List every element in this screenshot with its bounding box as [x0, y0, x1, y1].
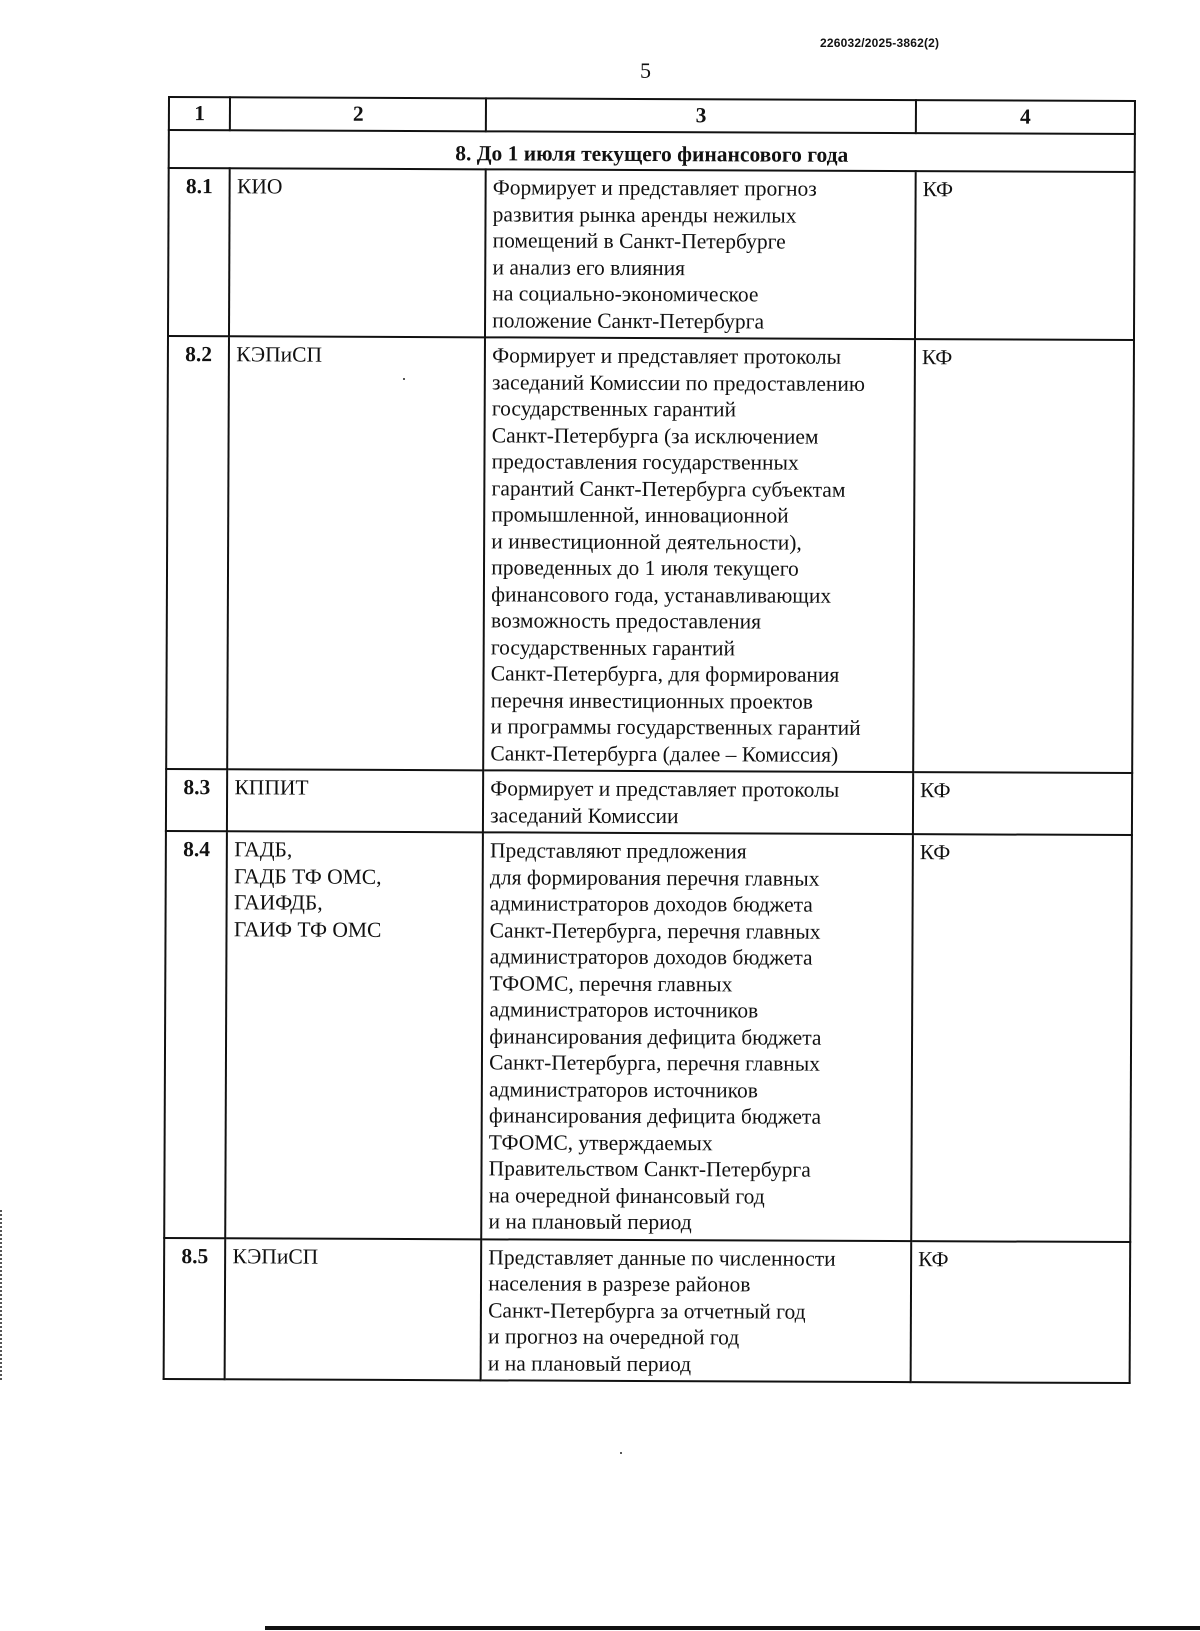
executor-line: КИО [236, 174, 283, 199]
action-line: на очередной финансовый год [488, 1182, 765, 1209]
scan-speck [403, 378, 405, 380]
document-id: 226032/2025-3862(2) [820, 36, 940, 50]
executor-cell [225, 1238, 481, 1381]
header-col-4: 4 [916, 100, 1135, 133]
action-line: ТФОМС, утверждаемых [488, 1129, 713, 1155]
action-line: положение Санкт-Петербурга [492, 307, 765, 333]
schedule-table [163, 96, 1136, 1384]
action-cell [481, 1239, 911, 1382]
action-line: проведенных до 1 июля текущего [491, 555, 799, 581]
action-line: и программы государственных гарантий [490, 714, 861, 740]
action-cell [483, 770, 913, 834]
action-line: финансового года, устанавливающих [491, 581, 832, 608]
scan-edge-mark [0, 1210, 5, 1380]
action-line: населения в разрезе районов [488, 1271, 751, 1297]
table-header-row [169, 97, 1135, 134]
action-line: администраторов доходов бюджета [489, 944, 813, 970]
executor-line: ГАДБ ТФ ОМС, [234, 863, 382, 889]
row-number: 8.2 [166, 336, 229, 769]
action-line: Санкт-Петербурга, перечня главных [489, 917, 821, 944]
action-line: Формирует и представляет прогноз [492, 175, 817, 201]
section-title: 8. До 1 июля текущего финансового года [169, 130, 1135, 173]
scan-speck [620, 1452, 622, 1454]
action-line: и прогноз на очередной год [487, 1324, 740, 1350]
executor-line: ГАИФ ТФ ОМС [233, 916, 382, 942]
executor-line: КЭПиСП [236, 342, 323, 367]
action-line: Санкт-Петербурга за отчетный год [488, 1297, 806, 1324]
executor-line: ГАИФДБ, [233, 890, 323, 915]
action-line: Санкт-Петербурга (за исключением [491, 422, 819, 449]
executor-cell [228, 336, 486, 770]
recipient-cell: КФ [911, 834, 1132, 1241]
action-line: финансирования дефицита бюджета [489, 1023, 822, 1050]
header-col-2: 2 [230, 97, 486, 131]
action-line: и анализ его влияния [492, 254, 686, 280]
action-line: Формирует и представляет протоколы [490, 776, 840, 802]
action-line: администраторов источников [488, 1076, 758, 1102]
action-line: заседаний Комиссии по предоставлению [491, 369, 866, 396]
executor-line: КППИТ [234, 775, 309, 800]
executor-cell [227, 769, 483, 832]
action-line: Представляет данные по численности [488, 1244, 836, 1271]
action-line: Представляют предложения [489, 838, 747, 864]
action-line: возможность предоставления [490, 608, 762, 634]
table-row [166, 336, 1134, 773]
table-row [166, 769, 1132, 835]
action-line: Формирует и представляет протоколы [492, 343, 842, 369]
table-body [164, 168, 1135, 1383]
executor-cell [226, 831, 484, 1239]
table-container [168, 96, 1136, 1380]
action-line: Санкт-Петербурга (далее – Комиссия) [490, 740, 839, 767]
executor-cell [229, 168, 486, 337]
section-row [169, 130, 1135, 173]
action-line: Санкт-Петербурга, для формирования [490, 661, 840, 687]
recipient-cell: КФ [913, 339, 1134, 773]
action-cell [485, 169, 915, 339]
page-number: 5 [640, 58, 651, 83]
recipient-cell: КФ [911, 1241, 1131, 1383]
action-line: и инвестиционной деятельности), [491, 528, 802, 555]
action-line: Правительством Санкт-Петербурга [488, 1156, 811, 1182]
action-line: гарантий Санкт-Петербурга субъектам [491, 475, 846, 502]
row-number: 8.1 [168, 168, 230, 336]
table-row [164, 1237, 1131, 1383]
action-line: государственных гарантий [491, 396, 737, 422]
action-line: Санкт-Петербурга, перечня главных [489, 1050, 821, 1076]
table-row [164, 831, 1132, 1242]
action-line: государственных гарантий [490, 634, 736, 660]
action-line: развития рынка аренды нежилых [492, 201, 797, 228]
action-line: и на плановый период [488, 1209, 692, 1235]
action-line: и на плановый период [487, 1350, 692, 1376]
action-line: на социально-экономическое [492, 281, 759, 307]
action-line: для формирования перечня главных [489, 864, 820, 891]
executor-line: ГАДБ, [234, 837, 293, 862]
action-line: промышленной, инновационной [491, 502, 789, 528]
table-row [168, 168, 1135, 340]
recipient-cell: КФ [915, 171, 1135, 340]
action-line: администраторов источников [489, 997, 759, 1023]
row-number: 8.5 [164, 1237, 226, 1379]
recipient-cell: КФ [913, 772, 1132, 835]
executor-line: КЭПиСП [232, 1243, 319, 1269]
row-number: 8.3 [166, 769, 228, 831]
action-cell [481, 832, 912, 1240]
action-line: финансирования дефицита бюджета [488, 1103, 822, 1129]
action-line: предоставления государственных [491, 449, 799, 475]
action-line: заседаний Комиссии [490, 802, 679, 828]
action-line: помещений в Санкт-Петербурге [492, 228, 786, 254]
action-line: ТФОМС, перечня главных [489, 970, 733, 996]
header-col-1: 1 [169, 97, 231, 130]
action-line: администраторов доходов бюджета [489, 891, 813, 917]
row-number: 8.4 [164, 831, 227, 1238]
scan-bottom-line [265, 1626, 1200, 1630]
header-col-3: 3 [486, 98, 916, 132]
action-cell [483, 337, 915, 772]
action-line: перечня инвестиционных проектов [490, 687, 814, 714]
